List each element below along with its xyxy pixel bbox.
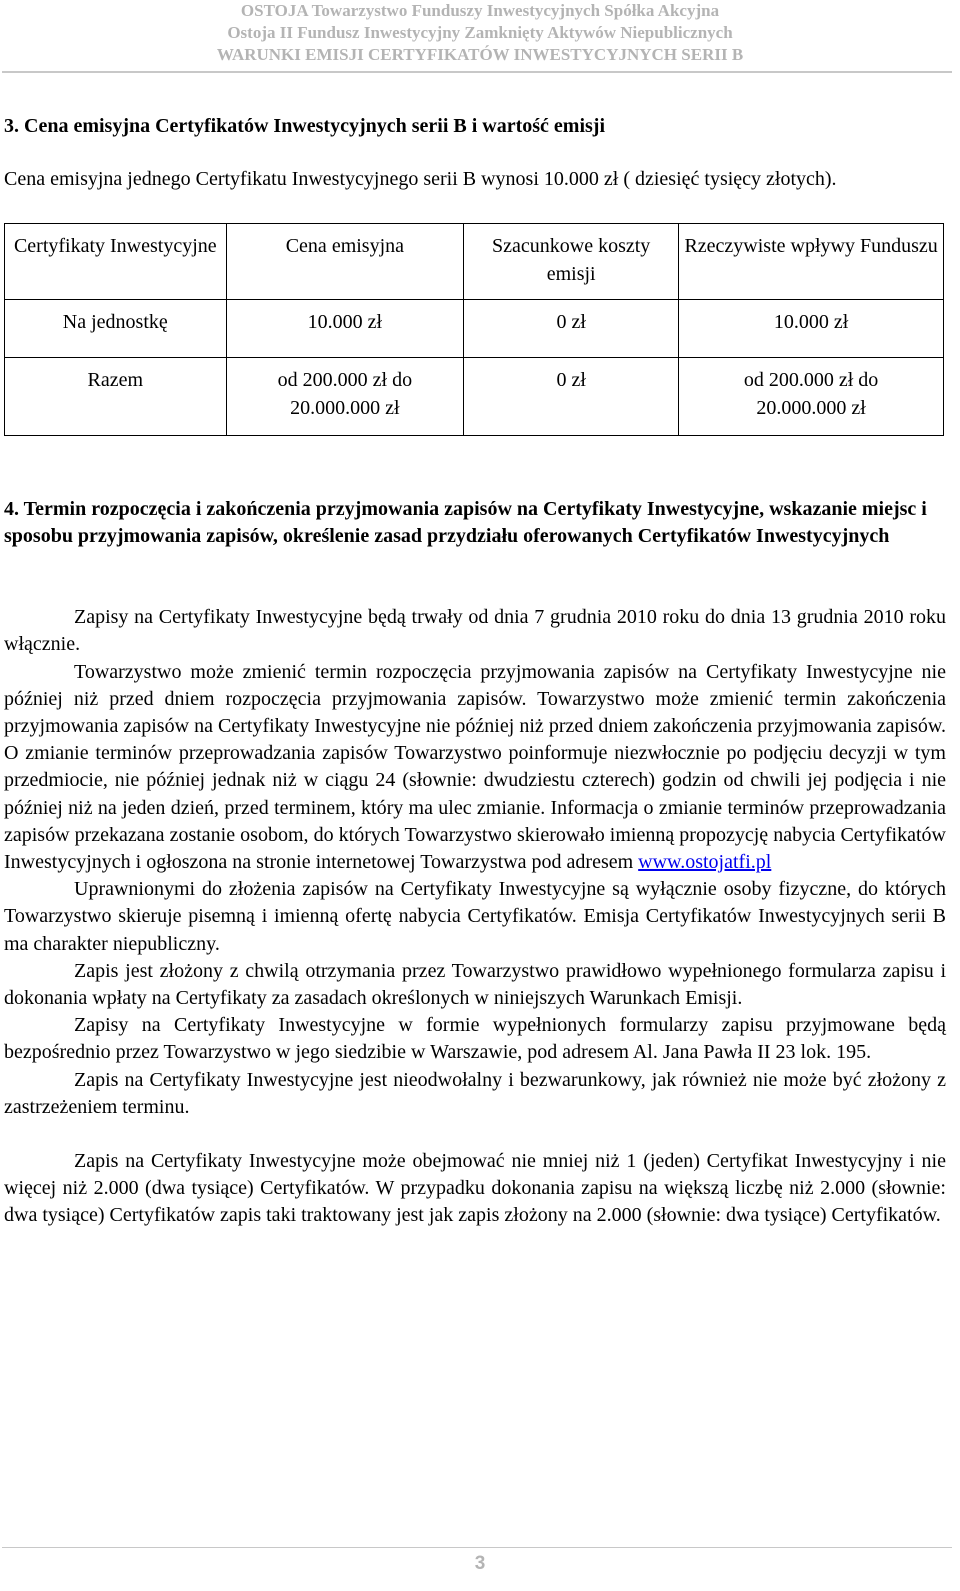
header-company: OSTOJA Towarzystwo Funduszy Inwestycyjnych Spółka Akcyjna xyxy=(240,1,720,20)
table-cell: Na jednostkę xyxy=(5,300,227,358)
table-row xyxy=(5,300,944,358)
header-fund: Ostoja II Fundusz Inwestycyjny Zamknięty Aktywów Niepublicznych xyxy=(227,23,733,42)
header-document-title: WARUNKI EMISJI CERTYFIKATÓW INWESTYCYJNYCH SERII B xyxy=(216,45,744,64)
table-header-cell: Cena emisyjna xyxy=(226,224,464,300)
header-divider xyxy=(2,71,952,73)
section-4-heading: 4. Termin rozpoczęcia i zakończenia przyjmowania zapisów na Certyfikaty Inwestycyjne, wskazanie miejsc i sposobu przyjmowania zapisów, określenie zasad przydziału oferowanych Certyfikatów Inwestycyjnych xyxy=(4,498,927,548)
table-cell: Razem xyxy=(5,358,227,436)
table-header-cell: Rzeczywiste wpływy Funduszu xyxy=(679,224,944,300)
page-number: 3 xyxy=(474,1553,486,1574)
paragraph: Uprawnionymi do złożenia zapisów na Certyfikaty Inwestycyjne są wyłącznie osoby fizyczne, do których Towarzystwo skieruje pisemną i imienną ofertę nabycia Certyfikatów. Emisja Certyfikatów Inwestycyjnych serii B ma charakter niepubliczny. xyxy=(4,878,946,955)
paragraph: Zapisy na Certyfikaty Inwestycyjne będą trwały od dnia 7 grudnia 2010 roku do dnia 13 grudnia 2010 roku włącznie. xyxy=(4,606,946,656)
paragraph-text: Towarzystwo może zmienić termin rozpoczęcia przyjmowania zapisów na Certyfikaty Inwestycyjne nie później niż przed dniem rozpoczęcia przyjmowania zapisów. Towarzystwo może zmienić termin zakończenia przyjmowania zapisów na Certyfikaty Inwestycyjne nie później niż przed dniem zakończenia przyjmowania zapisów. O zmianie terminów przeprowadzania zapisów Towarzystwo poinformuje niezwłocznie po podjęciu decyzji w tym przedmiocie, nie później jednak niż w ciągu 24 (słownie: dwudziestu czterech) godzin od chwili jej podjęcia i nie później niż na jeden dzień, przed terminem, który ma ulec zmianie. Informacja o zmianie terminów przeprowadzania zapisów przekazana zostanie osobom, do których Towarzystwo skierowało imienną propozycję nabycia Certyfikatów Inwestycyjnych i ogłoszona na stronie internetowej Towarzystwa pod adresem xyxy=(4,660,946,874)
table-cell: od 200.000 zł do 20.000.000 zł xyxy=(226,358,464,436)
table-cell: od 200.000 zł do 20.000.000 zł xyxy=(679,358,944,436)
table-cell: 10.000 zł xyxy=(679,300,944,358)
page-footer xyxy=(0,1551,960,1575)
footer-divider xyxy=(2,1547,952,1548)
paragraph: Zapis na Certyfikaty Inwestycyjne może obejmować nie mniej niż 1 (jeden) Certyfikat Inwestycyjny i nie więcej niż 2.000 (dwa tysiące) Certyfikatów. W przypadku dokonania zapisu na większą liczbę niż 2.000 (słownie: dwa tysiące) Certyfikatów zapis taki traktowany jest jak zapis złożony na 2.000 (słownie: dwa tysiące) Certyfikatów. xyxy=(4,1150,946,1227)
table-cell: 0 zł xyxy=(464,300,679,358)
table-header-cell: Certyfikaty Inwestycyjne xyxy=(5,224,227,300)
table-header-cell: Szacunkowe koszty emisji xyxy=(464,224,679,300)
table-cell: 0 zł xyxy=(464,358,679,436)
paragraph: Zapis na Certyfikaty Inwestycyjne jest nieodwołalny i bezwarunkowy, jak również nie może być złożony z zastrzeżeniem terminu. xyxy=(4,1068,946,1118)
page-header xyxy=(0,0,960,70)
paragraph: Zapis jest złożony z chwilą otrzymania przez Towarzystwo prawidłowo wypełnionego formularza zapisu i dokonania wpłaty na Certyfikaty za zasadach określonych w niniejszych Warunkach Emisji. xyxy=(4,959,946,1010)
table-cell: 10.000 zł xyxy=(226,300,464,358)
website-link[interactable]: www.ostojatfi.pl xyxy=(638,851,772,874)
section-3-heading: 3. Cena emisyjna Certyfikatów Inwestycyjnych serii B i wartość emisji xyxy=(4,115,606,137)
document-body xyxy=(4,113,946,1230)
paragraph: Zapisy na Certyfikaty Inwestycyjne w formie wypełnionych formularzy zapisu przyjmowane będą bezpośrednio przez Towarzystwo w jego siedzibie w Warszawie, pod adresem Al. Jana Pawła II 23 lok. 195. xyxy=(4,1014,946,1064)
paragraph xyxy=(4,659,946,877)
table-header-row xyxy=(5,224,944,300)
section-3-intro: Cena emisyjna jednego Certyfikatu Inwestycyjnego serii B wynosi 10.000 zł ( dziesięć tysięcy złotych). xyxy=(4,168,837,190)
price-table xyxy=(4,223,944,436)
table-row xyxy=(5,358,944,436)
